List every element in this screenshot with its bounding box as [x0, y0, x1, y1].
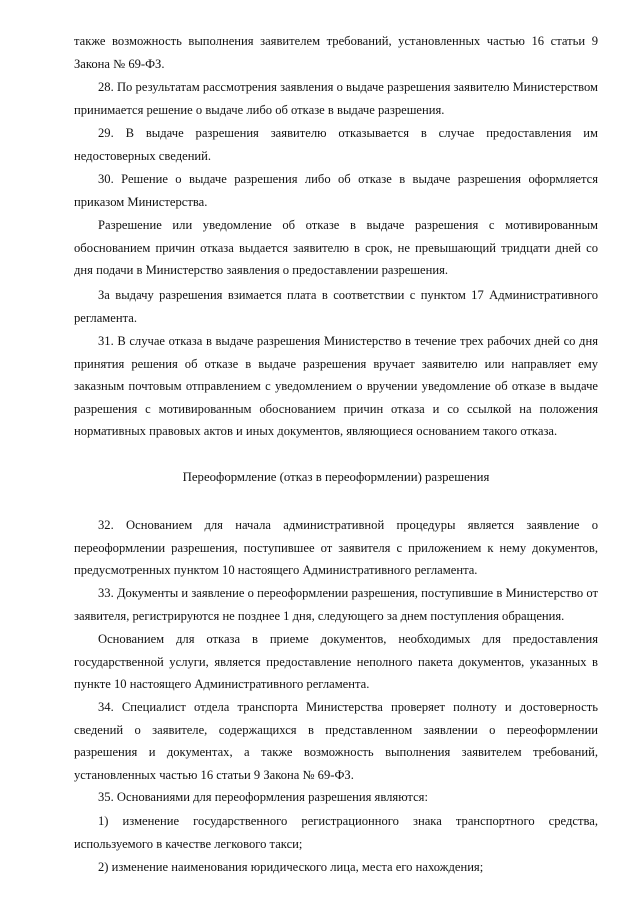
paragraph-30-fee: За выдачу разрешения взимается плата в соответствии с пунктом 17 Административного регламента.: [74, 288, 598, 325]
paragraph-30: 30. Решение о выдаче разрешения либо об отказе в выдаче разрешения оформляется приказом Министерства.: [74, 172, 598, 209]
paragraph-32: 32. Основанием для начала административной процедуры является заявление о переоформлении разрешения, поступившее от заявителя с приложением к нему документов, предусмотренных пунктом 10 настоящего Административного регламента.: [74, 518, 598, 577]
paragraph-35-item-2: 2) изменение наименования юридического лица, места его нахождения;: [98, 860, 484, 874]
paragraph-33: 33. Документы и заявление о переоформлении разрешения, поступившие в Министерство от заявителя, регистрируются не позднее 1 дня, следующего за днем поступления обращения.: [74, 586, 598, 623]
section-heading: Переоформление (отказ в переоформлении) разрешения: [182, 470, 490, 484]
paragraph-33-refusal: Основанием для отказа в приеме документов, необходимых для предоставления государственной услуги, является предоставление неполного пакета документов, указанных в пункте 10 настоящего Административного регламента.: [74, 632, 598, 691]
paragraph-28: 28. По результатам рассмотрения заявления о выдаче разрешения заявителю Министерством принимается решение о выдаче либо об отказе в выдаче разрешения.: [74, 80, 598, 117]
paragraph-continuation: также возможность выполнения заявителем требований, установленных частью 16 статьи 9 Закона № 69-ФЗ.: [74, 34, 598, 71]
paragraph-31: 31. В случае отказа в выдаче разрешения Министерство в течение трех рабочих дней со дня принятия решения об отказе в выдаче разрешения вручает заявителю или направляет ему заказным почтовым отправлением с уведомлением о вручении уведомление об отказе в выдаче разрешения с мотивированным обоснованием причин отказа и со ссылкой на положения нормативных правовых актов и иных документов, являющиеся основанием такого отказа.: [74, 334, 598, 438]
paragraph-35-item-1: 1) изменение государственного регистрационного знака транспортного средства, используемого в качестве легкового такси;: [74, 814, 598, 851]
paragraph-34: 34. Специалист отдела транспорта Министерства проверяет полноту и достоверность сведений о заявителе, содержащихся в представленном заявлении о переоформлении разрешения и документах, а также возможность выполнения заявителем требований, установленных частью 16 статьи 9 Закона № 69-ФЗ.: [74, 700, 598, 782]
paragraph-30-permit-notice: Разрешение или уведомление об отказе в выдаче разрешения с мотивированным обоснованием причин отказа выдается заявителю в срок, не превышающий тридцати дней со дня подачи в Министерство заявления о предоставлении разрешения.: [74, 218, 598, 277]
paragraph-35: 35. Основаниями для переоформления разрешения являются:: [98, 790, 428, 804]
paragraph-29: 29. В выдаче разрешения заявителю отказывается в случае предоставления им недостоверных сведений.: [74, 126, 598, 163]
